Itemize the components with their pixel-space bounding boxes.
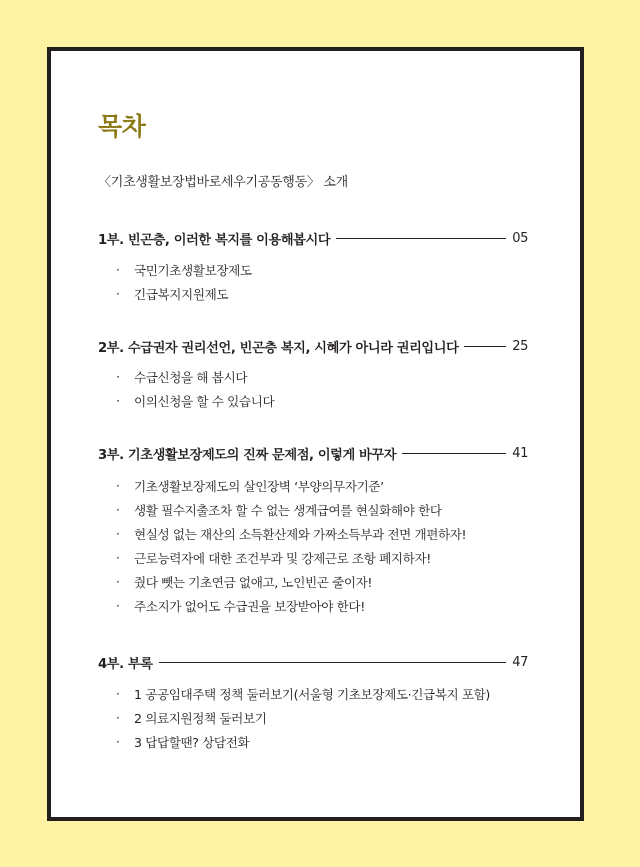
toc-section-appendix — [98, 652, 528, 753]
section-items — [98, 681, 528, 753]
bullet-icon: · — [116, 549, 120, 565]
toc-item — [98, 364, 528, 388]
toc-item — [98, 388, 528, 412]
bullet-icon: · — [116, 525, 120, 541]
bullet-icon: · — [116, 501, 120, 517]
toc-item-label: 주소지가 없어도 수급권을 보장받아야 한다! — [134, 598, 365, 614]
leader-line — [336, 238, 506, 239]
intro-entry: 〈기초생활보장법바로세우기공동행동〉 소개 — [98, 175, 348, 190]
section-items — [98, 364, 528, 412]
leader-line — [402, 453, 506, 454]
toc-item — [98, 257, 528, 281]
section-heading — [98, 443, 528, 463]
bullet-icon: · — [116, 392, 120, 408]
section-heading — [98, 228, 528, 248]
bullet-icon: · — [116, 368, 120, 384]
section-heading — [98, 652, 528, 672]
toc-item-label: 생활 필수지출조차 할 수 없는 생계급여를 현실화해야 한다 — [134, 502, 442, 518]
leader-line — [464, 346, 506, 347]
toc-title: 목차 — [98, 112, 146, 141]
toc-item-label: 기초생활보장제도의 살인장벽 ‘부양의무자기준’ — [134, 478, 384, 494]
page-number: 41 — [512, 445, 528, 461]
section-title: 4부. 부록 — [98, 656, 153, 672]
toc-item-label: 근로능력자에 대한 조건부과 및 강제근로 조항 폐지하자! — [134, 550, 431, 566]
toc-section-part-2 — [98, 336, 528, 412]
toc-item-label: 3 답답할땐? 상담전화 — [134, 734, 250, 750]
toc-item-label: 1 공공임대주택 정책 둘러보기(서울형 기초보장제도·긴급복지 포함) — [134, 686, 490, 702]
section-title: 1부. 빈곤층, 이러한 복지를 이용해봅시다 — [98, 232, 331, 248]
toc-page — [47, 47, 584, 821]
bullet-icon: · — [116, 685, 120, 701]
toc-item — [98, 521, 528, 545]
toc-section-part-3 — [98, 443, 528, 617]
bullet-icon: · — [116, 261, 120, 277]
toc-item-label: 긴급복지지원제도 — [134, 286, 229, 302]
toc-item — [98, 729, 528, 753]
toc-item-label: 수급신청을 해 봅시다 — [134, 369, 248, 385]
toc-item-label: 국민기초생활보장제도 — [134, 262, 252, 278]
toc-item — [98, 281, 528, 305]
page-number: 05 — [512, 230, 528, 246]
toc-item — [98, 593, 528, 617]
page-number: 47 — [512, 654, 528, 670]
toc-item — [98, 497, 528, 521]
bullet-icon: · — [116, 597, 120, 613]
page-number: 25 — [512, 338, 528, 354]
bullet-icon: · — [116, 709, 120, 725]
toc-item — [98, 569, 528, 593]
toc-section-part-1 — [98, 228, 528, 305]
toc-item — [98, 681, 528, 705]
bullet-icon: · — [116, 477, 120, 493]
leader-line — [159, 662, 507, 663]
toc-item — [98, 705, 528, 729]
section-heading — [98, 336, 528, 356]
bullet-icon: · — [116, 733, 120, 749]
toc-item-label: 2 의료지원정책 둘러보기 — [134, 710, 267, 726]
bullet-icon: · — [116, 573, 120, 589]
section-title: 3부. 기초생활보장제도의 진짜 문제점, 이렇게 바꾸자 — [98, 447, 397, 463]
section-items — [98, 473, 528, 617]
bullet-icon: · — [116, 285, 120, 301]
section-title: 2부. 수급권자 권리선언, 빈곤층 복지, 시혜가 아니라 권리입니다 — [98, 340, 459, 356]
toc-item — [98, 473, 528, 497]
section-items — [98, 257, 528, 305]
toc-item-label: 줬다 뺏는 기초연금 없애고, 노인빈곤 줄이자! — [134, 574, 373, 590]
toc-item-label: 이의신청을 할 수 있습니다 — [134, 393, 275, 409]
toc-item — [98, 545, 528, 569]
toc-item-label: 현실성 없는 재산의 소득환산제와 가짜소득부과 전면 개편하자! — [134, 526, 467, 542]
